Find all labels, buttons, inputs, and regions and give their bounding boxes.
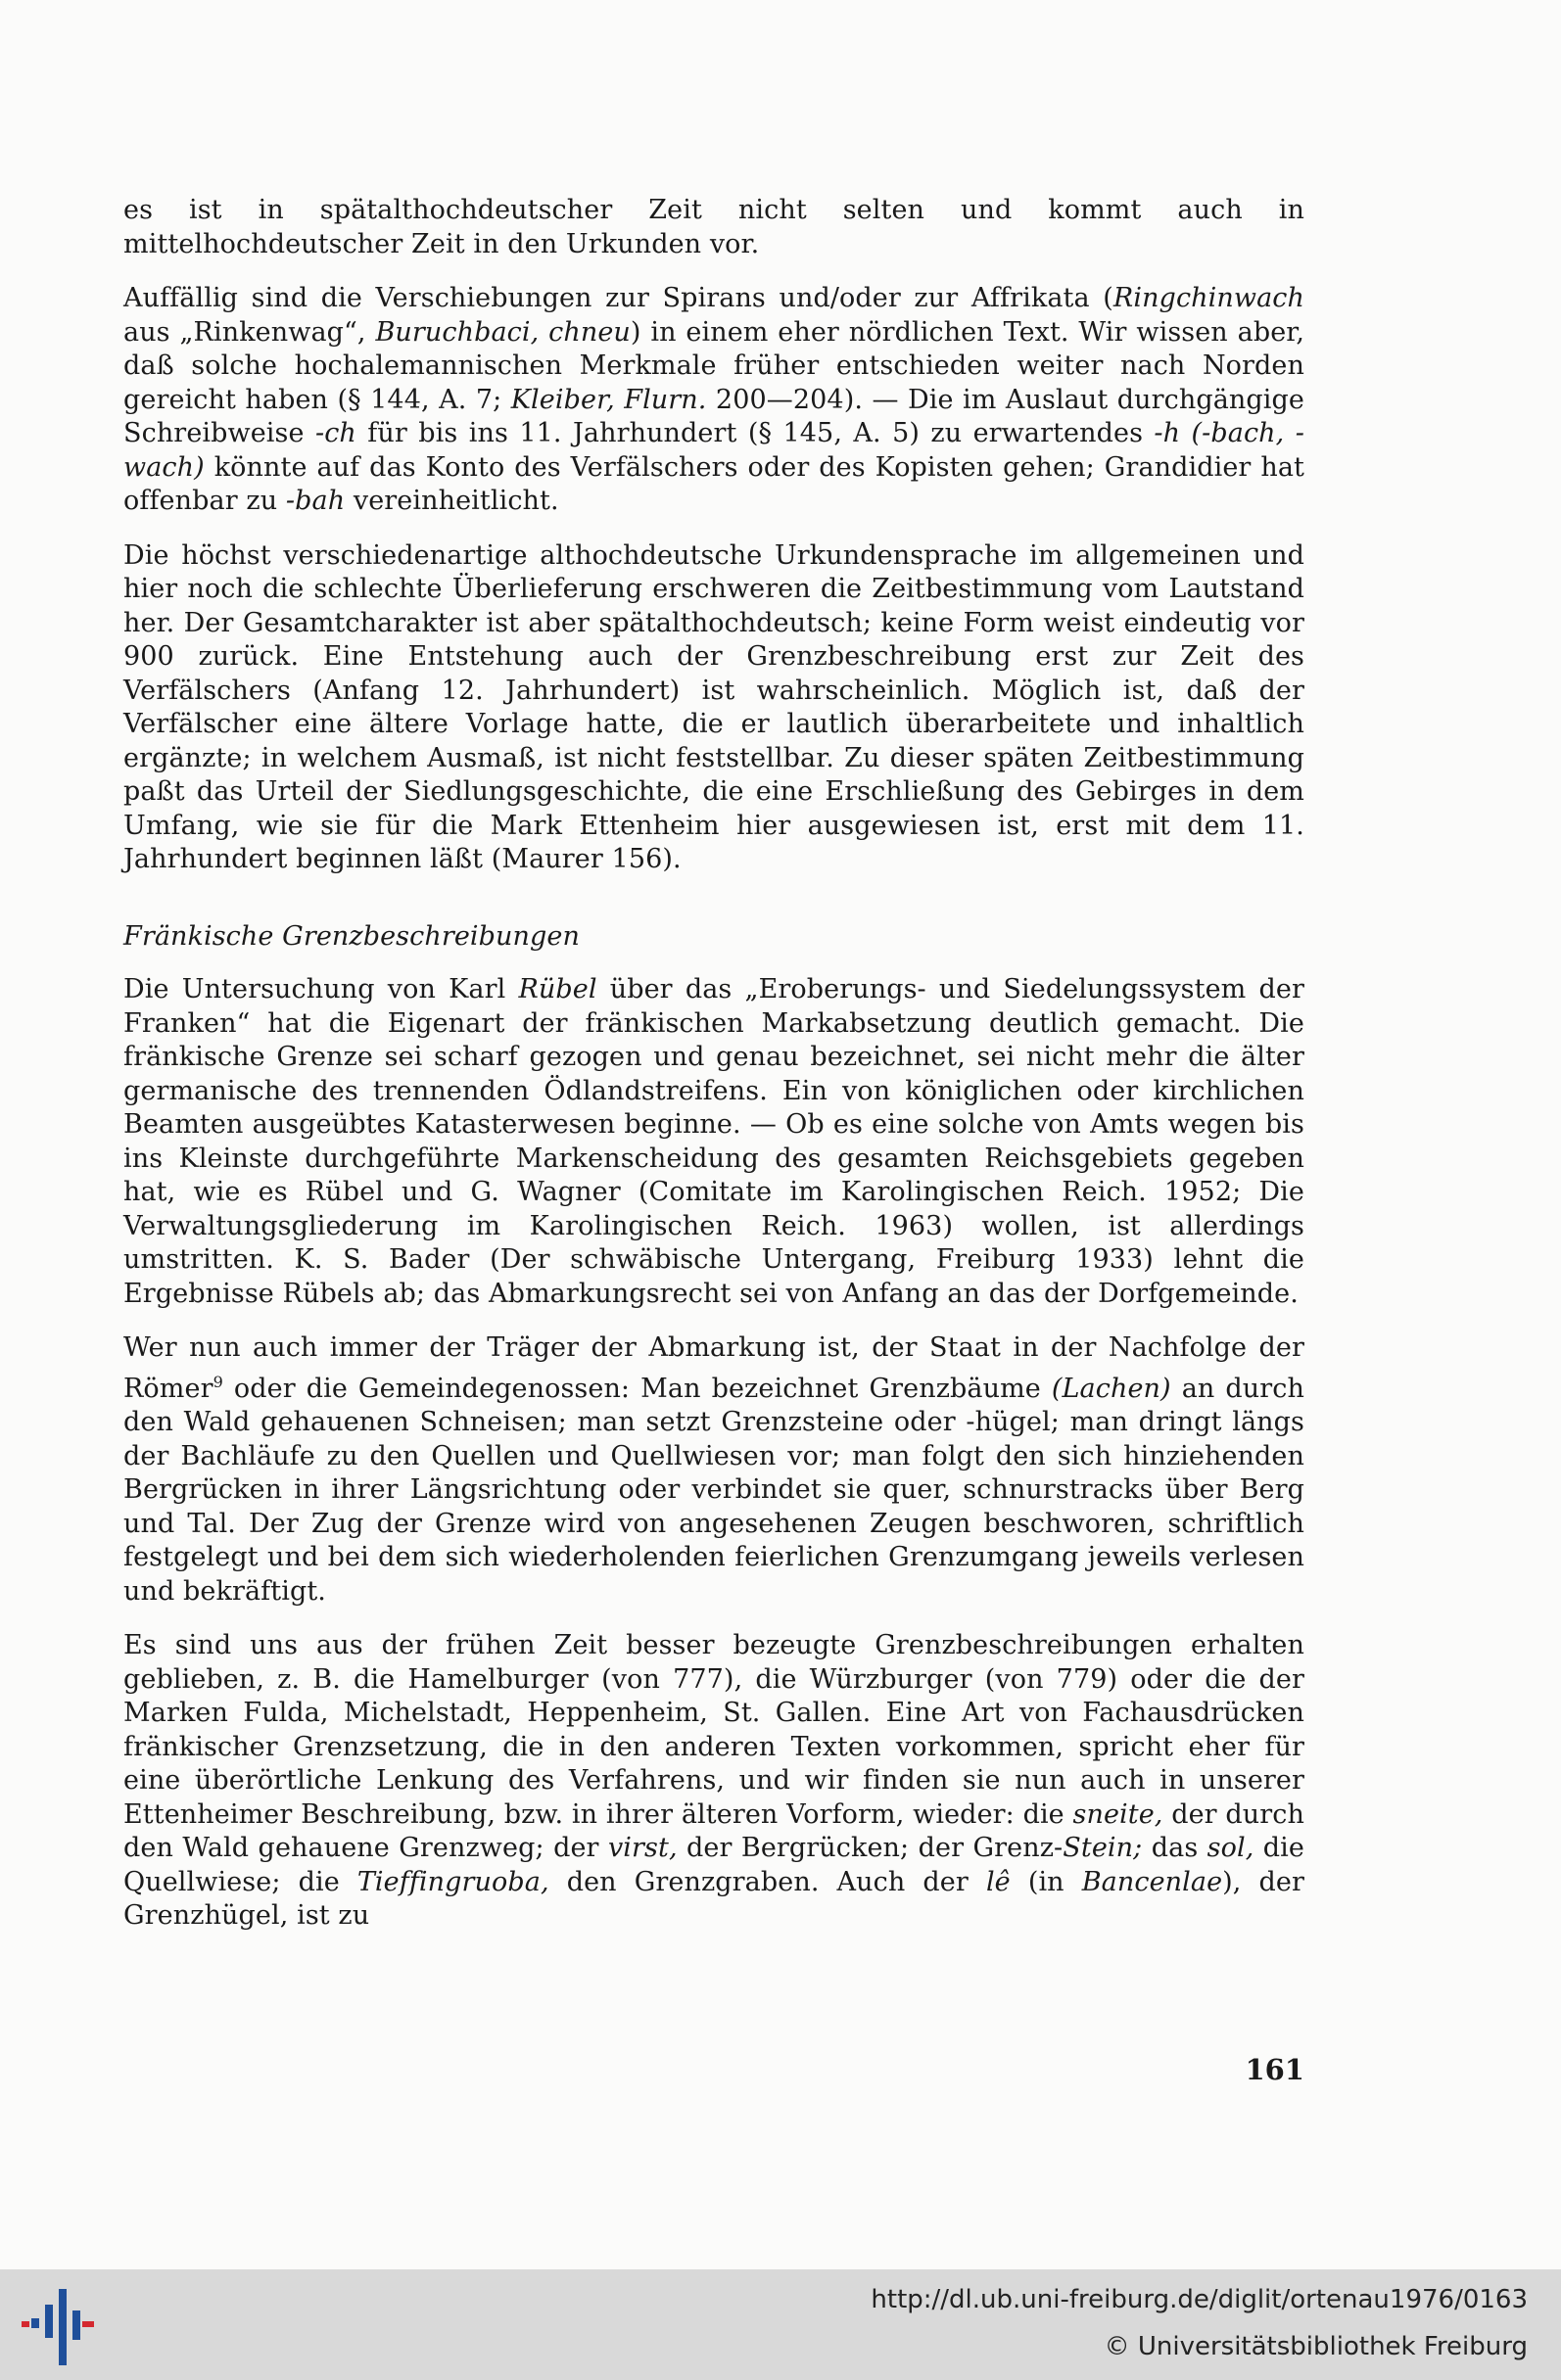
italic-run: Ringchinwach [1112, 283, 1304, 313]
paragraph-2: Auffällig sind die Verschiebungen zur Spirans und/oder zur Affrikata (Ringchinwach aus „Rinkenwag“, Buruchbaci, chneu) in einem eher nördlichen Text. Wir wissen aber, daß solche hochalemannischen Merkmale früher entschieden weiter nach Norden gereicht haben (§ 144, A. 7; Kleiber, Flurn. 200—204). — Die im Auslaut durchgängige Schreibweise -ch für bis ins 11. Jahrhundert (§ 145, A. 5) zu erwartendes -h (-bach, -wach) könnte auf das Konto des Verfälschers oder des Kopisten gehen; Grandidier hat offenbar zu -bah vereinheitlicht. [123, 283, 1305, 516]
paragraph-4: Die Untersuchung von Karl Rübel über das „Eroberungs- und Siedelungssystem der Franken“ hat die Eigenart der fränkischen Markabsetzung deutlich gemacht. Die fränkische Grenze sei scharf gezogen und genau bezeichnet, sei nicht mehr die älter germanische des trennenden Ödlandstreifens. Ein von königlichen oder kirchlichen Beamten ausgeübtes Katasterwesen beginne. — Ob es eine solche von Amts wegen bis ins Kleinste durchgeführte Markenscheidung des gesamten Reichsgebiets gegeben hat, wie es Rübel und G. Wagner (Comitate im Karolingischen Reich. 1952; Die Verwaltungsgliederung im Karolingischen Reich. 1963) wollen, ist allerdings umstritten. K. S. Bader (Der schwäbische Untergang, Freiburg 1933) lehnt die Ergebnisse Rübels ab; das Abmarkungsrecht sei von Anfang an das der Dorfgemeinde. [123, 974, 1304, 1309]
paragraph-6: Es sind uns aus der frühen Zeit besser bezeugte Grenzbeschreibungen erhalten geblieben, z. B. die Hamelburger (von 777), die Würzburger (von 779) oder die der Marken Fulda, Michelstadt, Heppenheim, St. Gallen. Eine Art von Fachausdrücken fränkischer Grenzsetzung, die in den anderen Texten vorkommen, spricht eher für eine überörtliche Lenkung des Verfahrens, und wir finden sie nun auch in unserer Ettenheimer Beschreibung, bzw. in ihrer älteren Vorform, wieder: die sneite, der durch den Wald gehauene Grenzweg; der virst, der Bergrücken; der Grenz-Stein; das sol, die Quellwiese; die Tieffingruoba, den Grenzgraben. Auch der lê (in Bancenlae), der Grenzhügel, ist zu [123, 1630, 1305, 1931]
italic-run: -bah [285, 486, 346, 516]
page-number: 161 [1245, 2053, 1304, 2086]
copyright-text: © Universitätsbibliothek Freiburg [1104, 2332, 1528, 2361]
body-text [123, 194, 1304, 1954]
paragraph-1: es ist in spätalthochdeutscher Zeit nicht selten und kommt auch in mittelhochdeutscher Zeit in den Urkunden vor. [123, 195, 1304, 259]
italic-run: Rübel [518, 974, 597, 1004]
italic-run: sneite, [1072, 1798, 1163, 1830]
italic-run: virst, [607, 1833, 678, 1863]
italic-run: Bancenlae [1081, 1866, 1223, 1897]
document-url-link[interactable]: http://dl.ub.uni-freiburg.de/diglit/ortenau1976/0163 [871, 2285, 1528, 2314]
section-heading: Fränkische Grenzbeschreibungen [123, 920, 580, 952]
ub-freiburg-logo-icon [22, 2283, 100, 2367]
paragraph-5: Wer nun auch immer der Träger der Abmarkung ist, der Staat in der Nachfolge der Römer$^9$ oder die Gemeindegenossen: Man bezeichnet Grenzbäume (Lachen) an durch den Wald gehauenen Schneisen; man setzt Grenzsteine oder -hügel; man dringt längs der Bachläufe zu den Quellen und Quellwiesen vor; man folgt den sich hinziehenden Bergrücken in ihrer Längsrichtung oder verbindet sie quer, schnurstracks über Berg und Tal. Der Zug der Grenze wird von angesehenen Zeugen beschworen, schriftlich festgelegt und bei dem sich wiederholenden feierlichen Grenzumgang jeweils verlesen und bekräftigt. [123, 1332, 1304, 1607]
italic-run: Tieffingruoba, [356, 1866, 549, 1897]
italic-run: sol, [1206, 1833, 1254, 1863]
footnote-marker[interactable]: 9 [213, 1372, 223, 1391]
italic-run: (Lachen) [1051, 1373, 1171, 1404]
italic-run: Stein; [1063, 1833, 1143, 1863]
italic-run: -ch [314, 418, 356, 448]
italic-run: lê [985, 1866, 1011, 1897]
italic-run: -h (-bach, -wach) [123, 418, 1304, 483]
paragraph-3: Die höchst verschiedenartige althochdeutsche Urkundensprache im allgemeinen und hier noch die schlechte Überlieferung erschweren die Zeitbestimmung vom Lautstand her. Der Gesamtcharakter ist aber spätalthochdeutsch; keine Form weist eindeutig vor 900 zurück. Eine Entstehung auch der Grenzbeschreibung erst zur Zeit des Verfälschers (Anfang 12. Jahrhundert) ist wahrscheinlich. Möglich ist, daß der Verfälscher eine ältere Vorlage hatte, die er lautlich überarbeitete und inhaltlich ergänzte; in welchem Ausmaß, ist nicht feststellbar. Zu dieser späten Zeitbestimmung paßt das Urteil der Siedlungsgeschichte, die eine Erschließung des Gebirges in dem Umfang, wie sie für die Mark Ettenheim hier ausgewiesen ist, erst mit dem 11. Jahrhundert beginnen läßt (Maurer 156). [123, 539, 1304, 874]
italic-run: Buruchbaci, chneu [375, 316, 631, 348]
italic-run: Kleiber, Flurn. [510, 384, 707, 415]
viewer-footer [0, 2269, 1561, 2380]
